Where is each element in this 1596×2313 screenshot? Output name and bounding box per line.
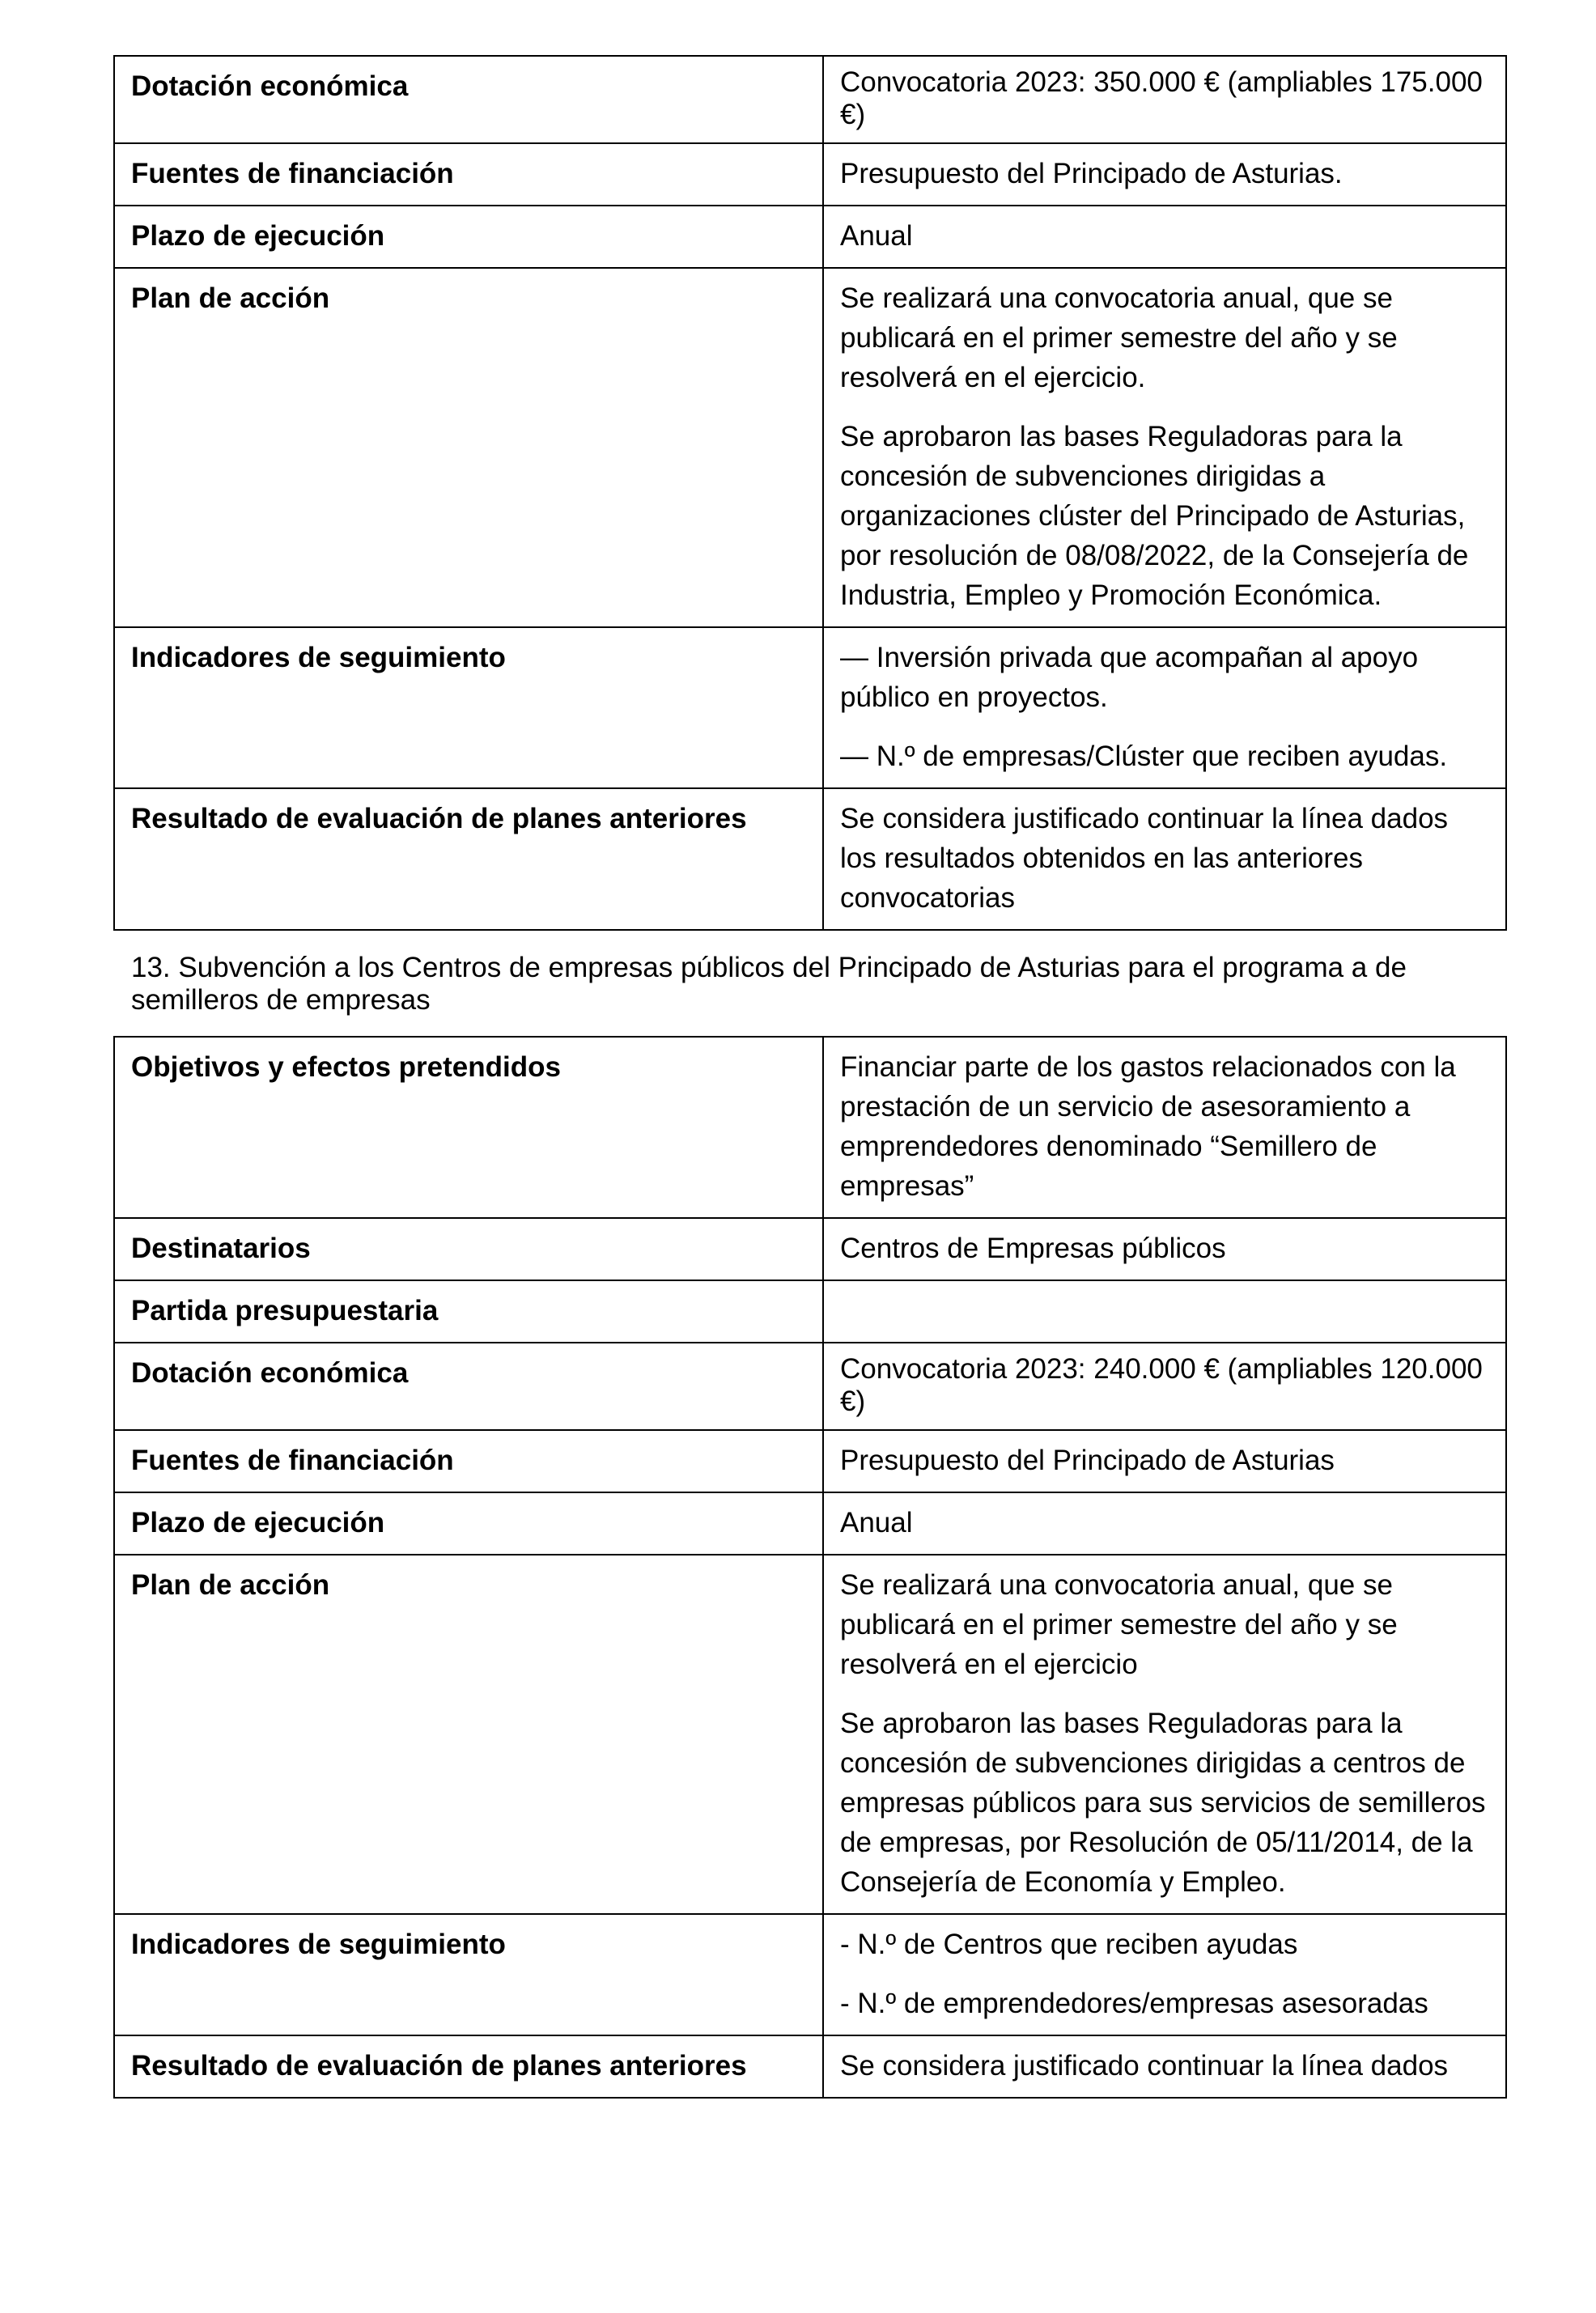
row-label: Plazo de ejecución — [114, 206, 823, 268]
row-label: Fuentes de financiación — [114, 143, 823, 206]
row-value — [823, 1430, 1506, 1492]
value-paragraph: Presupuesto del Principado de Asturias — [840, 1445, 1335, 1476]
row-value — [823, 206, 1506, 268]
table-row — [114, 1492, 1506, 1555]
table-row — [114, 268, 1506, 627]
row-value — [823, 1343, 1506, 1430]
row-value — [823, 143, 1506, 206]
value-paragraph: - N.º de Centros que reciben ayudas — [840, 1929, 1298, 1960]
row-value — [823, 1218, 1506, 1280]
value-paragraph: Se realizará una convocatoria anual, que se publicará en el primer semestre del año y se resolverá en el ejercicio. — [840, 282, 1398, 393]
table-row — [114, 56, 1506, 143]
row-label: Plan de acción — [114, 1555, 823, 1914]
row-label: Dotación económica — [114, 56, 823, 143]
value-paragraph: Convocatoria 2023: 240.000 € (ampliables 120.000 €) — [840, 1353, 1483, 1417]
value-paragraph: Anual — [840, 220, 913, 252]
row-label: Dotación económica — [114, 1343, 823, 1430]
row-value — [823, 1555, 1506, 1914]
table-row — [114, 1555, 1506, 1914]
row-label: Indicadores de seguimiento — [114, 1914, 823, 2035]
table-row — [114, 143, 1506, 206]
value-paragraph: Se considera justificado continuar la línea dados los resultados obtenidos en las anteriores convocatorias — [840, 803, 1449, 914]
table-row — [114, 206, 1506, 268]
row-value — [823, 788, 1506, 930]
value-paragraph: Se aprobaron las bases Reguladoras para la concesión de subvenciones dirigidas a centros de empresas públicos para sus servicios de semilleros de empresas, por Resolución de 05/11/2014, de la Consejería de Economía y Empleo. — [840, 1708, 1486, 1898]
row-label: Resultado de evaluación de planes anteriores — [114, 2035, 823, 2098]
value-paragraph: Presupuesto del Principado de Asturias. — [840, 158, 1343, 189]
table-row — [114, 1037, 1506, 1218]
value-paragraph: Anual — [840, 1507, 913, 1538]
value-paragraph: Se realizará una convocatoria anual, que se publicará en el primer semestre del año y se resolverá en el ejercicio — [840, 1569, 1398, 1680]
table-row — [114, 627, 1506, 788]
row-value — [823, 1037, 1506, 1218]
row-value — [823, 56, 1506, 143]
row-value — [823, 1280, 1506, 1343]
table-row — [114, 1430, 1506, 1492]
row-label: Fuentes de financiación — [114, 1430, 823, 1492]
row-label: Plazo de ejecución — [114, 1492, 823, 1555]
row-label: Destinatarios — [114, 1218, 823, 1280]
program-table-12 — [113, 55, 1507, 931]
row-label: Indicadores de seguimiento — [114, 627, 823, 788]
value-paragraph: Financiar parte de los gastos relacionados con la prestación de un servicio de asesoramiento a emprendedores denominado “Semillero de empresas” — [840, 1051, 1456, 1202]
table-row — [114, 1218, 1506, 1280]
row-value — [823, 1492, 1506, 1555]
section-heading: 13. Subvención a los Centros de empresas públicos del Principado de Asturias para el programa a de semilleros de empresas — [131, 952, 1407, 1016]
value-paragraph: — Inversión privada que acompañan al apoyo público en proyectos. — [840, 642, 1419, 713]
row-value — [823, 2035, 1506, 2098]
row-label: Resultado de evaluación de planes anteriores — [114, 788, 823, 930]
table-row — [114, 788, 1506, 930]
value-paragraph: Se aprobaron las bases Reguladoras para la concesión de subvenciones dirigidas a organizaciones clúster del Principado de Asturias, por resolución de 08/08/2022, de la Consejería de Industria, Empleo y Promoción Económica. — [840, 421, 1469, 611]
row-value — [823, 268, 1506, 627]
table-row — [114, 2035, 1506, 2098]
table-row — [114, 1280, 1506, 1343]
value-paragraph: Convocatoria 2023: 350.000 € (ampliables 175.000 €) — [840, 66, 1483, 130]
row-label: Partida presupuestaria — [114, 1280, 823, 1343]
document-page — [113, 55, 1491, 2099]
value-paragraph: - N.º de emprendedores/empresas asesoradas — [840, 1988, 1428, 2019]
value-paragraph: — N.º de empresas/Clúster que reciben ayudas. — [840, 741, 1448, 772]
row-label: Objetivos y efectos pretendidos — [114, 1037, 823, 1218]
value-paragraph: Se considera justificado continuar la línea dados — [840, 2050, 1449, 2082]
value-paragraph: Centros de Empresas públicos — [840, 1233, 1226, 1264]
program-table-13 — [113, 1036, 1507, 2099]
row-value — [823, 627, 1506, 788]
table-row — [114, 1343, 1506, 1430]
row-label: Plan de acción — [114, 268, 823, 627]
table-row — [114, 1914, 1506, 2035]
row-value — [823, 1914, 1506, 2035]
